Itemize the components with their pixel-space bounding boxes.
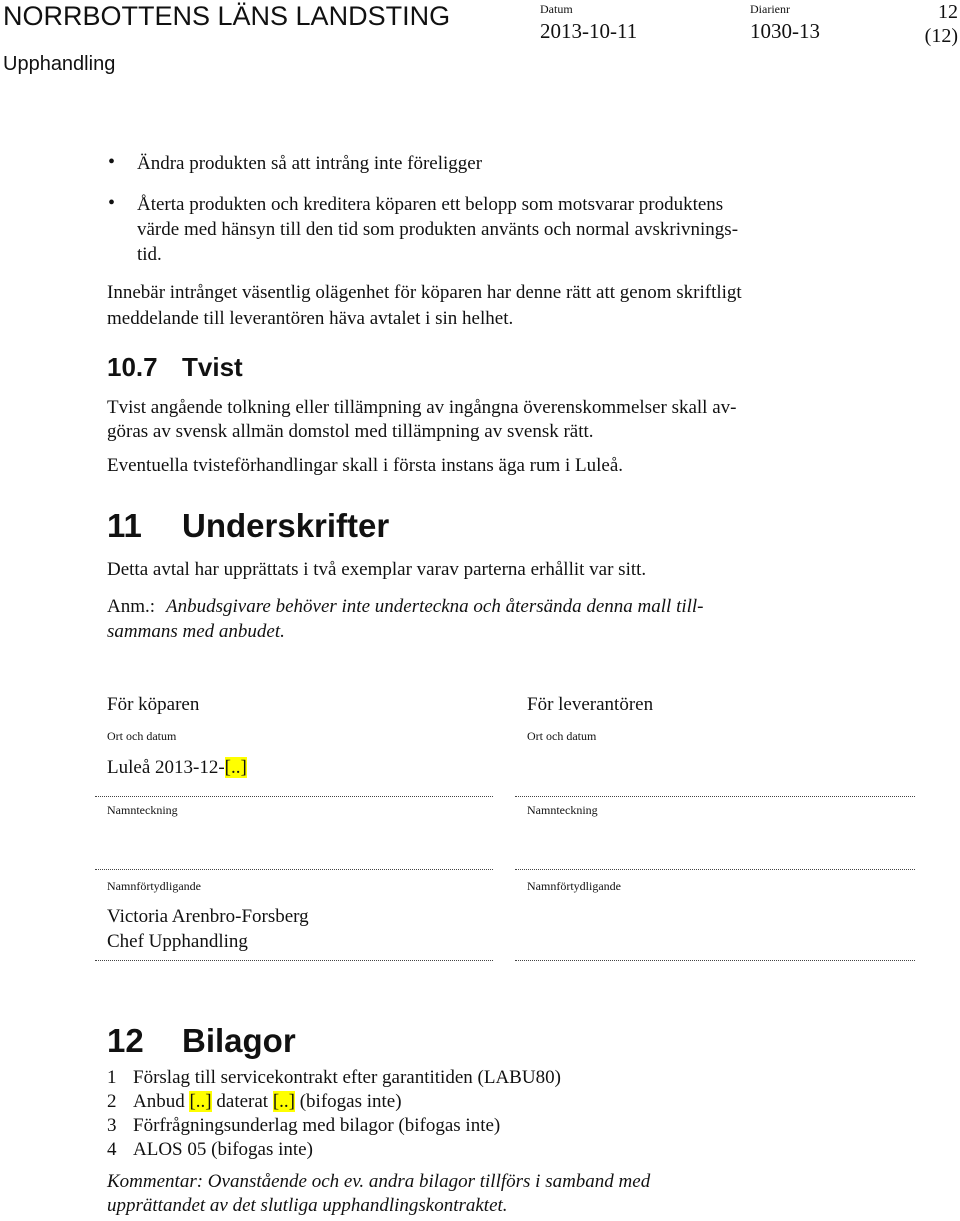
reg-number-label: Diarienr [750, 2, 790, 16]
buyer-place-date-value: Luleå 2013-12-[..] [107, 757, 247, 778]
organization-name: NORRBOTTENS LÄNS LANDSTING [3, 1, 451, 31]
paragraph-line: Innebär intrånget väsentlig olägenhet för köparen har denne rätt att genom skriftligt [107, 282, 742, 303]
placeholder-highlight: [..] [224, 757, 247, 778]
bullet-dot: • [108, 151, 116, 173]
buyer-name-label: Namnförtydligande [107, 879, 201, 893]
date-value: 2013-10-11 [540, 19, 638, 43]
name-line [515, 960, 915, 961]
attachment-item: 1 Förslag till servicekontrakt efter garantitiden (LABU80) [107, 1067, 561, 1088]
comment-text: Kommentar: Ovanstående och ev. andra bilagor tillförs i samband med [107, 1171, 651, 1192]
buyer-title-value: Chef Upphandling [107, 931, 248, 952]
page-total: (12) [924, 25, 958, 47]
bullet-dot: • [108, 192, 116, 214]
signature-line [515, 869, 915, 870]
note-text: sammans med anbudet. [107, 621, 285, 642]
buyer-place-date-label: Ort och datum [107, 729, 177, 743]
paragraph-line: Detta avtal har upprättats i två exemplar varav parterna erhållit var sitt. [107, 559, 647, 580]
section-number: 12 [107, 1022, 144, 1059]
supplier-heading: För leverantören [527, 694, 654, 715]
supplier-place-date-label: Ort och datum [527, 729, 597, 743]
paragraph-line: Eventuella tvisteförhandlingar skall i första instans äga rum i Luleå. [107, 455, 624, 476]
note-label: Anm.: [107, 596, 156, 617]
section-number: 11 [107, 507, 142, 544]
date-label: Datum [540, 2, 573, 16]
attachment-item: 2 Anbud [..] daterat [..] (bifogas inte) [107, 1091, 402, 1112]
name-line [95, 960, 493, 961]
supplier-name-label: Namnförtydligande [527, 879, 621, 893]
comment-text: upprättandet av det slutliga upphandlingskontraktet. [107, 1195, 508, 1216]
bullet-item-continuation: värde med hänsyn till den tid som produkten använts och normal avskrivnings- [137, 219, 739, 240]
attachment-item: 3 Förfrågningsunderlag med bilagor (bifogas inte) [107, 1115, 501, 1136]
section-title: Underskrifter [182, 507, 390, 544]
placeholder-highlight: [..] [272, 1091, 295, 1112]
section-title: Bilagor [182, 1022, 296, 1059]
paragraph-line: Tvist angående tolkning eller tillämpning av ingångna överenskommelser skall av- [107, 397, 737, 418]
buyer-heading: För köparen [107, 694, 200, 715]
attachment-item: 4 ALOS 05 (bifogas inte) [107, 1139, 313, 1160]
paragraph-line: göras av svensk allmän domstol med tillämpning av svensk rätt. [107, 421, 594, 442]
supplier-signature-label: Namnteckning [527, 803, 598, 817]
buyer-name-value: Victoria Arenbro-Forsberg [107, 906, 309, 927]
bullet-item: Ändra produkten så att intrång inte föreligger [137, 153, 483, 174]
place-date-line [95, 796, 493, 797]
section-name: Upphandling [3, 53, 116, 75]
place-date-line [515, 796, 915, 797]
buyer-signature-label: Namnteckning [107, 803, 178, 817]
signature-line [95, 869, 493, 870]
bullet-item-continuation: tid. [137, 244, 162, 265]
note-text: Anbudsgivare behöver inte underteckna och återsända denna mall till- [166, 596, 704, 617]
section-title: Tvist [182, 352, 243, 382]
section-number: 10.7 [107, 352, 158, 382]
placeholder-highlight: [..] [189, 1091, 212, 1112]
paragraph-line: meddelande till leverantören häva avtalet i sin helhet. [107, 308, 514, 329]
bullet-item: Återta produkten och kreditera köparen ett belopp som motsvarar produktens [137, 194, 724, 215]
page-number: 12 [938, 1, 958, 23]
reg-number-value: 1030-13 [750, 19, 820, 43]
